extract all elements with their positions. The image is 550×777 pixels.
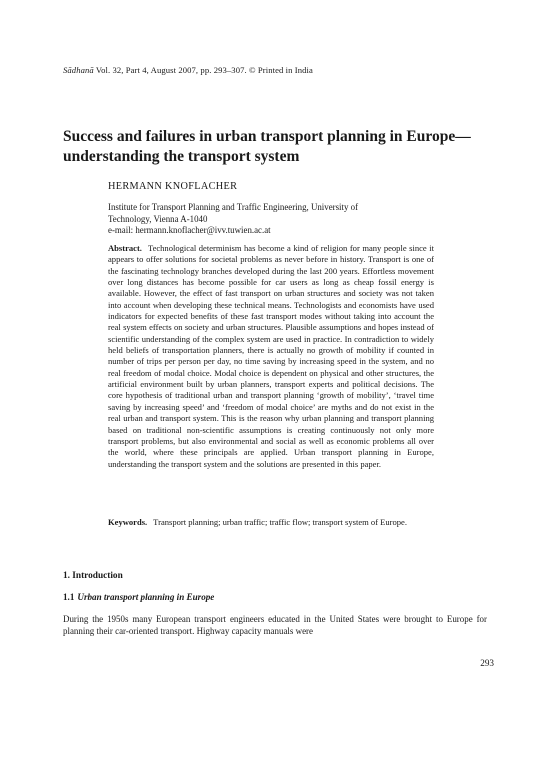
page-number: 293: [480, 658, 494, 668]
author-email: e-mail: hermann.knoflacher@ivv.tuwien.ac.at: [108, 225, 271, 236]
abstract-label: Abstract.: [108, 243, 142, 253]
subsection-heading: [63, 592, 214, 602]
citation-info: Vol. 32, Part 4, August 2007, pp. 293–307. © Printed in India: [95, 65, 313, 75]
keywords-text: Transport planning; urban traffic; traffic flow; transport system of Europe.: [153, 517, 407, 527]
keywords: [108, 517, 434, 528]
affiliation: [108, 202, 438, 237]
author-name: HERMANN KNOFLACHER: [108, 181, 238, 192]
affiliation-line-2: Technology, Vienna A-1040: [108, 213, 208, 224]
paper-title: Success and failures in urban transport planning in Europe—understanding the transport system: [63, 128, 471, 165]
abstract: [108, 243, 434, 470]
abstract-text: Technological determinism has become a kind of religion for many people since it appears to offer solutions for societal problems as never before in history. Transport is one of the fascinating technology branches developed during the last 200 years. Effortless movement over long distances has become possible for car users as long as cheap fossil energy is available. However, the effect of fast transport on urban structures and society was not taken into account when developing these technical means. Technologists and economists have used indicators for expected benefits of these fast transport modes without taking into account the real system effects on society and urban structures. Plausible assumptions and hopes instead of scientific understanding of the complex system are used in practice. In contradiction to widely held beliefs of transportation planners, there is actually no growth of mobility if counted in number of trips per person per day, no time saving by increasing speed in the system, and no real freedom of modal choice. Modal choice is dependent on physical and other structures, the artificial environment built by urban planners, transport experts and political decisions. The core hypothesis of traditional urban and transport planning ‘growth of mobility’, ‘travel time saving by increasing speed’ and ‘freedom of modal choice’ are myths and do not exist in the real urban and transport system. This is the reason why urban planning and transport planning based on traditional non-scientific assumptions is creating continuously not only more transport problems, but also environmental and social as well as economic problems all over the world, where these principals are applied. Urban transport planning in Europe, understanding the transport system and the solutions are presented in this paper.: [108, 243, 434, 469]
body-paragraph: During the 1950s many European transport engineers educated in the United States were brought to Europe for planning their car-oriented transport. Highway capacity manuals were: [63, 614, 487, 637]
subsection-title: Urban transport planning in Europe: [77, 592, 215, 602]
running-head: [63, 65, 313, 75]
keywords-label: Keywords.: [108, 517, 148, 527]
affiliation-line-1: Institute for Transport Planning and Traffic Engineering, University of: [108, 202, 359, 212]
journal-name: Sādhanā: [63, 65, 94, 75]
section-heading: 1. Introduction: [63, 571, 123, 581]
subsection-number: 1.1: [63, 592, 75, 602]
